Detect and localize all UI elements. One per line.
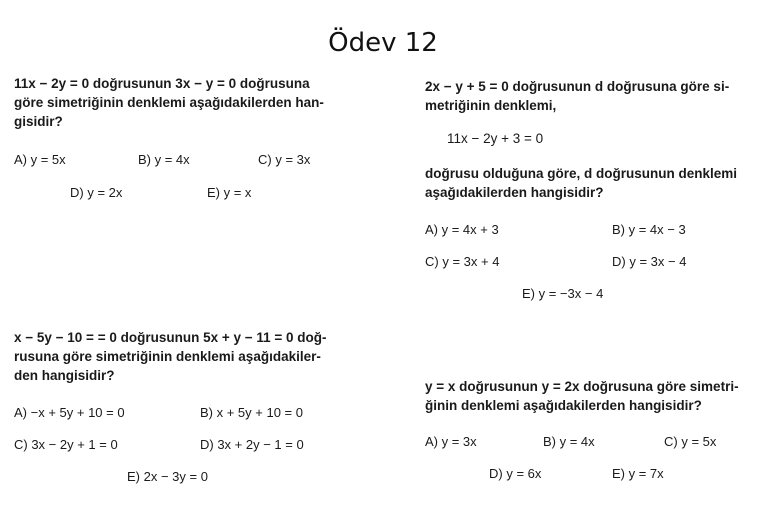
question-2-stem-line: 2x − y + 5 = 0 doğrusunun d doğrusuna göre si- [425,79,730,94]
question-3-stem-line: x − 5y − 10 = = 0 doğrusunun 5x + y − 11 = 0 doğ- [14,330,327,345]
question-1-stem-line: göre simetriğinin denklemi aşağıdakilerden han- [14,95,324,110]
question-1-stem [14,74,324,131]
question-1-option-b: B) y = 4x [138,152,190,167]
question-2-option-b: B) y = 4x − 3 [612,222,686,237]
question-4-option-e: E) y = 7x [612,466,664,481]
question-2-option-a: A) y = 4x + 3 [425,222,499,237]
question-2-stem-line: aşağıdakilerden hangisidir? [425,185,604,200]
question-1-option-e: E) y = x [207,185,252,200]
question-2-stem-line: doğrusu olduğuna göre, d doğrusunun denklemi [425,166,737,181]
question-3-stem-line: den hangisidir? [14,368,115,383]
question-4-stem [425,377,739,415]
question-2-stem-continued [425,164,737,202]
question-2-stem [425,77,729,115]
question-2-option-c: C) y = 3x + 4 [425,254,500,269]
question-1-option-d: D) y = 2x [70,185,123,200]
question-4-stem-line: ğinin denklemi aşağıdakilerden hangisidir? [425,398,702,413]
question-3-option-b: B) x + 5y + 10 = 0 [200,405,303,420]
question-2-option-d: D) y = 3x − 4 [612,254,687,269]
question-4-stem-line: y = x doğrusunun y = 2x doğrusuna göre simetri- [425,379,739,394]
question-3-option-a: A) −x + 5y + 10 = 0 [14,405,125,420]
question-2-option-e: E) y = −3x − 4 [522,286,604,301]
question-3-option-c: C) 3x − 2y + 1 = 0 [14,437,118,452]
question-4-option-d: D) y = 6x [489,466,542,481]
question-3-stem [14,328,327,385]
question-1-stem-line: 11x − 2y = 0 doğrusunun 3x − y = 0 doğrusuna [14,76,310,91]
question-1-stem-line: gisidir? [14,114,63,129]
question-1-option-a: A) y = 5x [14,152,66,167]
question-3-option-d: D) 3x + 2y − 1 = 0 [200,437,304,452]
question-1-option-c: C) y = 3x [258,152,311,167]
question-3-stem-line: rusuna göre simetriğinin denklemi aşağıdakiler- [14,349,321,364]
page-title: Ödev 12 [328,28,438,58]
question-4-option-b: B) y = 4x [543,434,595,449]
question-3-option-e: E) 2x − 3y = 0 [127,469,208,484]
question-4-option-c: C) y = 5x [664,434,717,449]
question-4-option-a: A) y = 3x [425,434,477,449]
question-2-given-equation: 11x − 2y + 3 = 0 [447,131,544,146]
question-2-stem-line: metriğinin denklemi, [425,98,557,113]
